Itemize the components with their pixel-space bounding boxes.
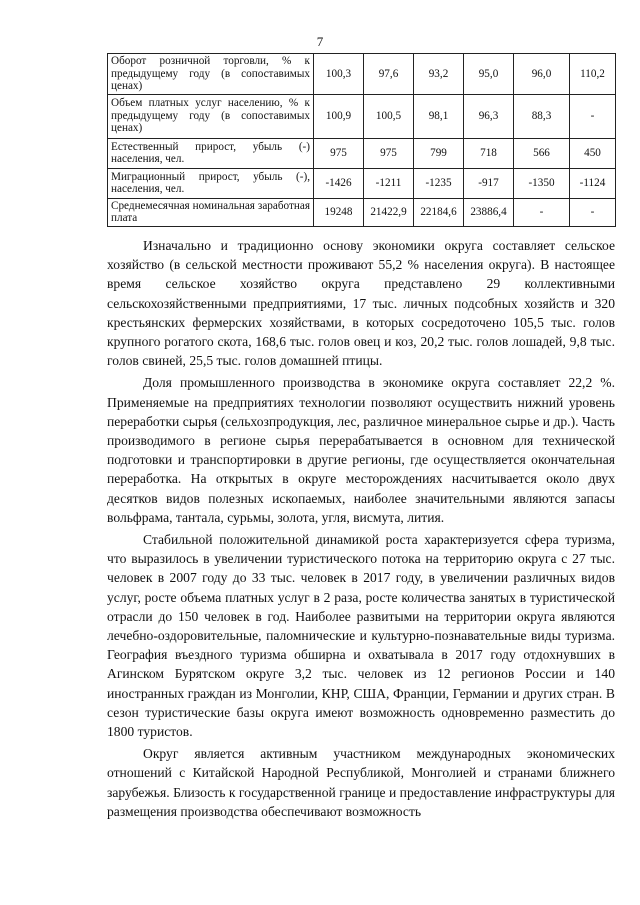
table-row-label: Естественный прирост, убыль (-) населения, чел. <box>108 138 314 168</box>
table-row <box>108 198 616 226</box>
table-cell: 975 <box>314 138 364 168</box>
table-row-label: Объем платных услуг населению, % к предыдущему году (в сопоставимых ценах) <box>108 94 314 138</box>
paragraph: Округ является активным участником международных экономических отношений с Китайской Народной Республикой, Монголией и странами ближнего зарубежья. Близость к государственной границе и предоставление инфраструктуры для размещения производства обеспечивают возможность <box>107 746 615 819</box>
table-cell: 95,0 <box>464 54 514 95</box>
table-cell: - <box>514 198 570 226</box>
table-cell: 718 <box>464 138 514 168</box>
table-cell: - <box>570 94 616 138</box>
table-cell: 19248 <box>314 198 364 226</box>
table-cell: 96,3 <box>464 94 514 138</box>
page-number: 7 <box>316 34 324 49</box>
table-cell: 98,1 <box>414 94 464 138</box>
table-cell: 21422,9 <box>364 198 414 226</box>
table-cell: 566 <box>514 138 570 168</box>
table-cell: 97,6 <box>364 54 414 95</box>
table-row-label: Оборот розничной торговли, % к предыдущему году (в сопоставимых ценах) <box>108 54 314 95</box>
table-cell: -1211 <box>364 168 414 198</box>
table-cell: 96,0 <box>514 54 570 95</box>
table-cell: 110,2 <box>570 54 616 95</box>
table-cell: - <box>570 198 616 226</box>
table-cell: 100,5 <box>364 94 414 138</box>
table-cell: -1350 <box>514 168 570 198</box>
paragraph: Изначально и традиционно основу экономики округа составляет сельское хозяйство (в сельской местности проживают 55,2 % населения округа). В настоящее время сельское хозяйство округа представлено 29 коллективными сельскохозяйственными предприятиями, 17 тыс. личных подсобных хозяйств и 320 крестьянских фермерских хозяйствами, в которых сосредоточено 105,5 тыс. голов крупного рогатого скота, 168,6 тыс. голов овец и коз, 20,2 тыс. голов лошадей, 9,8 тыс. голов свиней, 25,5 тыс. голов домашней птицы. <box>107 238 615 369</box>
table-cell: 93,2 <box>414 54 464 95</box>
table-cell: 100,9 <box>314 94 364 138</box>
paragraph: Стабильной положительной динамикой роста характеризуется сфера туризма, что выразилось в увеличении туристического потока на территорию округа с 27 тыс. человек в 2007 году до 33 тыс. человек в 2017 году, в увеличении различных видов услуг, росте объема платных услуг в 2 раза, росте количества занятых в туристической отрасли до 150 человек в год. Наиболее развитыми на территории округа являются лечебно-оздоровительные, паломнические и культурно-познавательные виды туризма. География въездного туризма обширна и охватывала в 2017 году отдохнувших в Агинском Бурятском округе 3,2 тыс. человек из 12 регионов России и 140 иностранных граждан из Монголии, КНР, США, Франции, Германии и других стран. В сезон туристические базы округа имеют возможность одновременно разместить до 1800 туристов. <box>107 532 615 740</box>
paragraph: Доля промышленного производства в экономике округа составляет 22,2 %. Применяемые на предприятиях технологии позволяют осуществить нижний уровень переработки сырья (сельхозпродукция, лес, различное минеральное сырье и др.). Часть производимого в регионе сырья перерабатывается в основном для технической подготовки и транспортировки в другие регионы, где осуществляется окончательная переработка. На открытых в округе месторождениях насчитывается около двух десятков видов полезных ископаемых, наиболее значительными являются запасы вольфрама, тантала, сурьмы, золота, угля, висмута, лития. <box>107 375 615 525</box>
table-cell: 23886,4 <box>464 198 514 226</box>
table-cell: -1426 <box>314 168 364 198</box>
table-cell: 975 <box>364 138 414 168</box>
table-cell: 450 <box>570 138 616 168</box>
table-cell: -1124 <box>570 168 616 198</box>
table-cell: 88,3 <box>514 94 570 138</box>
table-cell: 22184,6 <box>414 198 464 226</box>
table-row-label: Миграционный прирост, убыль (-), населения, чел. <box>108 168 314 198</box>
table-row <box>108 94 616 138</box>
table-row-label: Среднемесячная номинальная заработная плата <box>108 198 314 226</box>
table-cell: 799 <box>414 138 464 168</box>
body-text <box>107 236 615 824</box>
table-row <box>108 168 616 198</box>
statistics-table <box>107 53 616 227</box>
table-cell: -1235 <box>414 168 464 198</box>
table-row <box>108 54 616 95</box>
table-cell: -917 <box>464 168 514 198</box>
table-row <box>108 138 616 168</box>
table-cell: 100,3 <box>314 54 364 95</box>
